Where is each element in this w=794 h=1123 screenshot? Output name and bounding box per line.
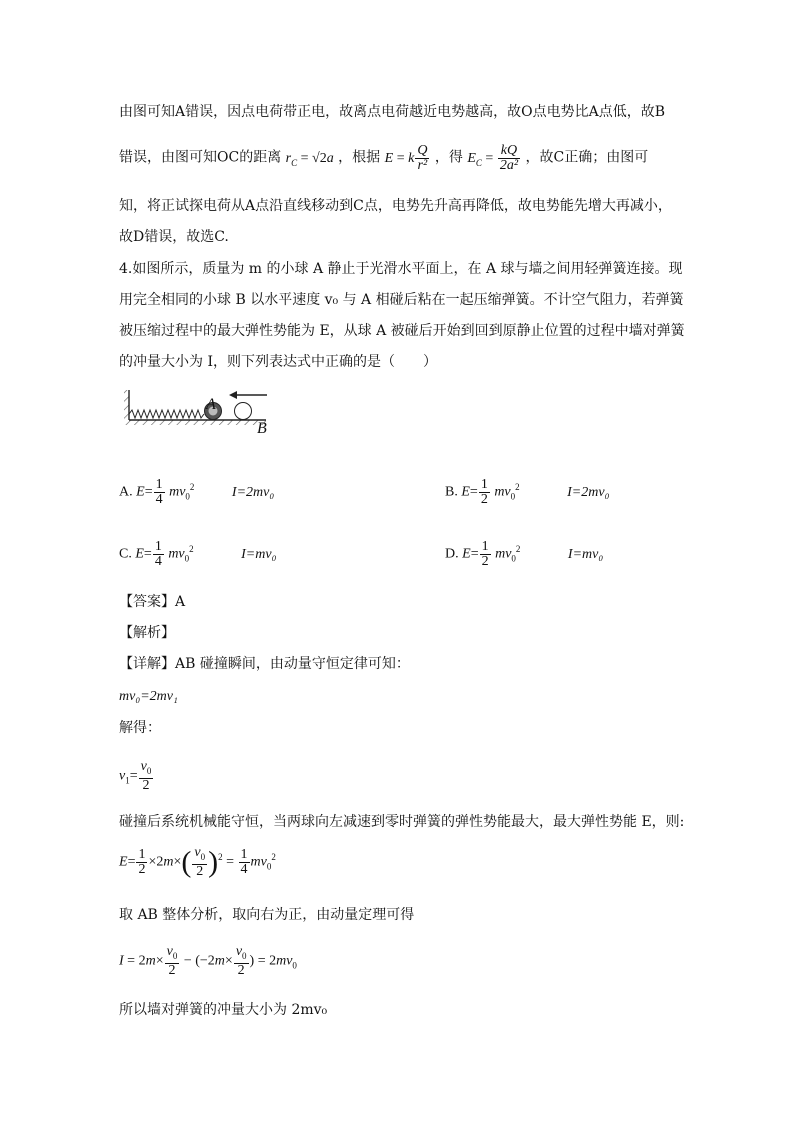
option-c[interactable]: C. E= $\frac{1}{4}$ $mv_0^2$ I=mv₀: [119, 539, 277, 569]
spring-figure: [120, 388, 270, 426]
ball-b: [235, 403, 252, 420]
option-b[interactable]: B. E= $\frac{1}{2}$ $mv_0^2$ I=2mv₀: [445, 477, 610, 507]
question-line-3: 被压缩过程中的最大弹性势能为 E，从球 A 被碰后开始到回到原静止位置的过程中墙对弹簧: [119, 323, 685, 339]
option-a-letter: A.: [119, 484, 133, 500]
momentum-equation: mv₀=2mv₁: [119, 689, 178, 704]
formula-rc: $r_C = √2a$: [285, 150, 334, 168]
energy-text: 碰撞后系统机械能守恒，当两球向左减速到零时弹簧的弹性势能最大，最大弹性势能 E，则:: [119, 814, 685, 830]
option-b-letter: B.: [445, 484, 458, 500]
prev-line-2-c: ，得: [434, 149, 463, 166]
option-a-impulse: I=2mv₀: [231, 484, 275, 500]
conclusion: 所以墙对弹簧的冲量大小为 2mv₀: [119, 1002, 328, 1018]
v1-equation: $v_1=$ $\frac{v_0}{2}$: [119, 759, 152, 793]
answer: 【答案】A: [119, 594, 186, 610]
prev-line-2-b: ，根据: [338, 149, 381, 166]
question-line-2: 用完全相同的小球 B 以水平速度 v₀ 与 A 相碰后粘在一起压缩弹簧。不计空气阻力，若弹簧: [119, 292, 684, 308]
option-a[interactable]: A. E= $\frac{1}{4}$ $mv_0^2$ I=2mv₀: [119, 477, 275, 507]
prev-line-4: 故D错误，故选C.: [119, 229, 229, 245]
prev-line-2: [119, 144, 648, 173]
prev-line-1: 由图可知A错误，因点电荷带正电，故离点电荷越近电势越高，故O点电势比A点低，故B: [119, 104, 665, 120]
formula-ec: $E_C$ = $\frac{kQ}{\text{2a²}}$: [467, 143, 519, 173]
option-b-impulse: I=2mv₀: [567, 484, 610, 500]
detail-line: 【详解】AB 碰撞瞬间，由动量守恒定律可知：: [119, 656, 410, 672]
question-line-4: 的冲量大小为 I，则下列表达式中正确的是（ ）: [119, 354, 437, 370]
spring: [129, 410, 204, 418]
question-line-1: 4.如图所示，质量为 m 的小球 A 静止于光滑水平面上，在 A 球与墙之间用轻弹簧连接。现: [119, 261, 683, 277]
option-d[interactable]: D. E= $\frac{1}{2}$ $mv_0^2$ I=mv₀: [445, 539, 604, 569]
solve-label: 解得：: [119, 720, 161, 736]
floor-hatch: [124, 420, 266, 425]
impulse-text: 取 AB 整体分析，取向右为正，由动量定理可得: [119, 907, 415, 923]
option-c-letter: C.: [119, 546, 132, 562]
label-b: B: [257, 420, 267, 437]
option-c-impulse: I=mv₀: [241, 546, 277, 562]
energy-equation: E= $\frac{1}{2}$ ×2m×( $\frac{v_0}{2}$ )$^2$ = $\frac{1}{4}$ $mv_0^2$: [119, 845, 276, 879]
prev-line-2-d: ，故C正确；由图可: [525, 149, 649, 166]
formula-e: E = k $\frac{Q}{\text{r²}}$: [384, 143, 428, 173]
wall-hatch: [124, 390, 129, 420]
prev-line-2-a: 错误，由图可知OC的距离: [119, 149, 282, 166]
impulse-equation: I = 2m× $\frac{v_0}{2}$ − (−2m× $\frac{v_0}{2}$ ) = $2mv_0$: [119, 944, 297, 978]
option-d-impulse: I=mv₀: [567, 546, 604, 562]
arrow-head-icon: [229, 391, 237, 399]
label-a: A: [206, 396, 216, 413]
analysis-header: 【解析】: [119, 625, 175, 641]
prev-line-3: 知，将正试探电荷从A点沿直线移动到C点，电势先升高再降低，故电势能先增大再减小，: [119, 198, 672, 214]
option-d-letter: D.: [445, 546, 459, 562]
